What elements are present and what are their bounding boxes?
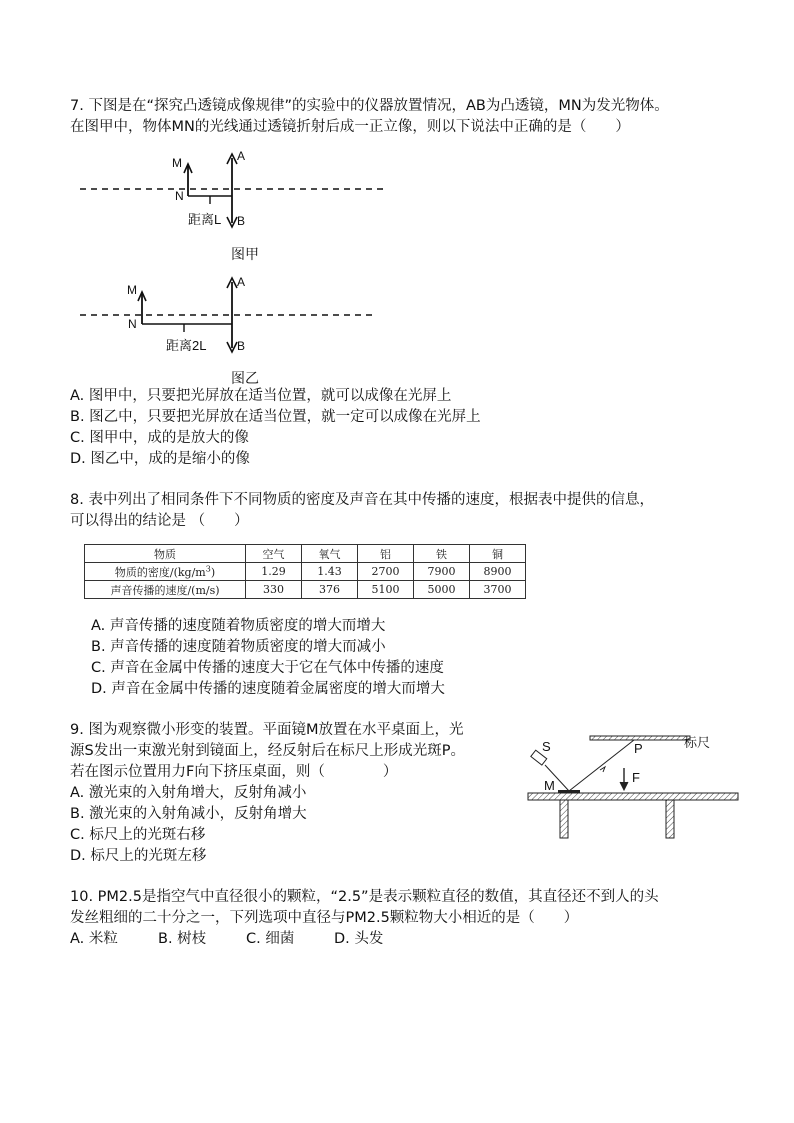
q8-option-b: B. 声音传播的速度随着物质密度的增大而减小 xyxy=(91,639,386,655)
table-row xyxy=(85,581,526,599)
q7-option-b: B. 图乙中，只要把光屏放在适当位置，就一定可以成像在光屏上 xyxy=(70,409,481,425)
ruler-label: 标尺 xyxy=(684,735,711,750)
fig-b-label-b: B xyxy=(237,339,246,353)
q7-option-c: C. 图甲中，成的是放大的像 xyxy=(70,430,249,446)
fig-a-distance: 距离L xyxy=(188,212,222,227)
fig-b-label-a: A xyxy=(237,275,246,289)
table-cell: 5100 xyxy=(358,581,414,599)
table-cell: 7900 xyxy=(414,563,470,581)
fig-a-label-m: M xyxy=(172,156,182,170)
fig-a-label-b: B xyxy=(237,214,246,228)
table-top xyxy=(528,793,738,800)
q10-stem-line2: 发丝粗细的二十分之一，下列选项中直径与PM2.5颗粒物大小相近的是（ ） xyxy=(70,910,579,926)
table-cell: 2700 xyxy=(358,563,414,581)
figure-a-diagram xyxy=(76,148,396,238)
table-header: 铝 xyxy=(358,545,414,563)
table-row-label: 声音传播的速度/(m/s) xyxy=(85,581,246,599)
table-header: 物质 xyxy=(85,545,246,563)
q9-stem-line3: 若在图示位置用力F向下挤压桌面，则（ ） xyxy=(70,764,398,780)
label-p: P xyxy=(634,741,643,756)
table-header: 氧气 xyxy=(302,545,358,563)
q10-option-d: D. 头发 xyxy=(334,931,384,947)
table-cell: 5000 xyxy=(414,581,470,599)
q7-option-a: A. 图甲中，只要把光屏放在适当位置，就可以成像在光屏上 xyxy=(70,388,452,404)
q8-stem-line1: 8. 表中列出了相同条件下不同物质的密度及声音在其中传播的速度，根据表中提供的信息， xyxy=(70,492,654,508)
q9-option-d: D. 标尺上的光斑左移 xyxy=(70,848,207,864)
table-cell: 376 xyxy=(302,581,358,599)
figure-b-caption: 图乙 xyxy=(231,371,259,387)
fig-a-label-n: N xyxy=(175,189,184,203)
q9-stem-line2: 源S发出一束激光射到镜面上，经反射后在标尺上形成光斑P。 xyxy=(70,743,465,759)
q8-option-a: A. 声音传播的速度随着物质密度的增大而增大 xyxy=(91,618,386,634)
q7-stem-line2: 在图甲中，物体MN的光线通过透镜折射后成一正立像，则以下说法中正确的是（ ） xyxy=(70,119,630,135)
figure-b-diagram xyxy=(76,272,396,362)
q9-stem-line1: 9. 图为观察微小形变的装置。平面镜M放置在水平桌面上，光 xyxy=(70,722,464,738)
fig-b-distance: 距离2L xyxy=(166,338,207,353)
label-m: M xyxy=(544,778,555,793)
q9-option-a: A. 激光束的入射角增大，反射角减小 xyxy=(70,785,307,801)
q10-stem-line1: 10. PM2.5是指空气中直径很小的颗粒，“2.5”是表示颗粒直径的数值，其直径还不到人的头 xyxy=(70,889,659,905)
figure-a-caption: 图甲 xyxy=(231,247,259,263)
table-row xyxy=(85,563,526,581)
q8-option-c: C. 声音在金属中传播的速度大于它在气体中传播的速度 xyxy=(91,660,444,676)
table-header: 铁 xyxy=(414,545,470,563)
table-leg xyxy=(666,800,674,838)
fig-a-label-a: A xyxy=(237,149,246,163)
ruler xyxy=(590,736,690,740)
q9-option-c: C. 标尺上的光斑右移 xyxy=(70,827,206,843)
q7-stem-line1: 7. 下图是在“探究凸透镜成像规律”的实验中的仪器放置情况，AB为凸透镜，MN为发光物体。 xyxy=(70,98,669,114)
table-header: 铜 xyxy=(470,545,526,563)
deformation-apparatus-diagram xyxy=(524,728,744,843)
fig-b-label-n: N xyxy=(128,317,137,331)
table-leg xyxy=(560,800,568,838)
q10-option-a: A. 米粒 xyxy=(70,931,118,947)
table-row-label: 物质的密度$/(kg/m^3)$ xyxy=(85,563,246,581)
table-cell: 1.29 xyxy=(246,563,302,581)
q9-option-b: B. 激光束的入射角减小，反射角增大 xyxy=(70,806,307,822)
table-row xyxy=(85,545,526,563)
table-cell: 330 xyxy=(246,581,302,599)
label-f: F xyxy=(632,770,640,785)
density-speed-table xyxy=(84,544,526,599)
q8-stem-line2: 可以得出的结论是 （ ） xyxy=(70,513,249,529)
q7-option-d: D. 图乙中，成的是缩小的像 xyxy=(70,451,250,467)
table-cell: 3700 xyxy=(470,581,526,599)
q10-option-c: C. 细菌 xyxy=(246,931,295,947)
table-header: 空气 xyxy=(246,545,302,563)
fig-b-label-m: M xyxy=(127,283,137,297)
label-s: S xyxy=(542,739,551,754)
table-cell: 8900 xyxy=(470,563,526,581)
table-cell: 1.43 xyxy=(302,563,358,581)
q8-option-d: D. 声音在金属中传播的速度随着金属密度的增大而增大 xyxy=(91,681,445,697)
q10-option-b: B. 树枝 xyxy=(158,931,207,947)
